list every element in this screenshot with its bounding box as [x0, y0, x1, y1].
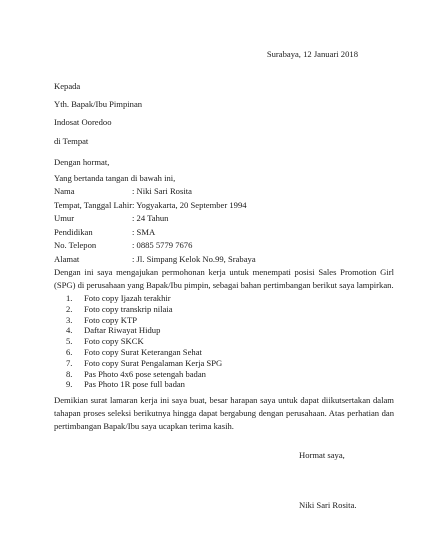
closing-paragraph: Demikian surat lamaran kerja ini saya buat, besar harapan saya untuk dapat diikutsertakan dalam tahapan proses seleksi berikutnya hingga dapat bergabung dengan perusahaan. Atas perhatian dan pertimbangan Bapak/Ibu saya ucapkan terima kasih.: [54, 395, 394, 431]
identity-label: Umur: [54, 213, 75, 223]
identity-value: : SMA: [132, 226, 156, 237]
list-item: [66, 379, 222, 390]
recipient-company: Indosat Ooredoo: [54, 117, 112, 127]
identity-label: Pendidikan: [54, 226, 93, 237]
identity-value: : 0885 5779 7676: [132, 240, 193, 250]
list-item-number: 6.: [66, 346, 73, 357]
list-item: [66, 347, 222, 358]
identity-row: [54, 227, 394, 241]
recipient-place: di Tempat: [54, 136, 89, 146]
list-item-text: Foto copy transkrip nilaia: [84, 303, 173, 314]
list-item-number: 9.: [66, 379, 73, 390]
list-item-text: Foto copy SKCK: [84, 336, 144, 347]
identity-value: : Jl. Simpang Kelok No.99, Srabaya: [132, 253, 256, 264]
list-item: [66, 369, 222, 380]
list-item-number: 4.: [66, 325, 73, 336]
list-item-text: Foto copy Ijazah terakhir: [84, 293, 171, 303]
closing-salutation: Hormat saya,: [299, 450, 345, 460]
recipient-to: Yth. Bapak/Ibu Pimpinan: [54, 99, 143, 109]
identity-row: [54, 240, 394, 254]
attachments-list: [66, 293, 222, 390]
identity-row: [54, 186, 394, 200]
identity-value: : 24 Tahun: [132, 213, 169, 223]
list-item-number: 2.: [66, 303, 73, 314]
list-item-number: 8.: [66, 368, 73, 379]
list-item-number: 5.: [66, 336, 73, 347]
list-item-text: Pas Photo 4x6 pose setengah badan: [84, 368, 206, 379]
identity-label: Nama: [54, 186, 75, 196]
list-item-text: Daftar Riwayat Hidup: [84, 325, 161, 336]
list-item-text: Pas Photo 1R pose full badan: [84, 379, 185, 390]
identity-label: Alamat: [54, 253, 80, 264]
list-item: [66, 315, 222, 326]
list-item: [66, 358, 222, 369]
list-item-number: 7.: [66, 357, 73, 368]
intro-line: Yang bertanda tangan di bawah ini,: [54, 173, 176, 183]
list-item-text: Foto copy Surat Keterangan Sehat: [84, 346, 202, 357]
recipient-kepada: Kepada: [54, 81, 81, 91]
identity-value: : Yogyakarta, 20 September 1994: [132, 199, 247, 210]
list-item-number: 3.: [66, 314, 73, 325]
identity-row: [54, 200, 394, 214]
identity-label: No. Telepon: [54, 240, 97, 250]
list-item-text: Foto copy Surat Pengalaman Kerja SPG: [84, 357, 223, 368]
date-line: Surabaya, 12 Januari 2018: [266, 49, 358, 59]
identity-value: : Niki Sari Rosita: [132, 186, 192, 196]
list-item-number: 1.: [66, 293, 73, 303]
list-item-text: Foto copy KTP: [84, 314, 137, 325]
identity-table: [54, 186, 394, 267]
identity-label: Tempat, Tanggal Lahir: [54, 199, 133, 210]
signature-name: Niki Sari Rosita.: [299, 500, 357, 510]
greeting: Dengan hormat,: [54, 157, 110, 167]
application-paragraph: Dengan ini saya mengajukan permohonan kerja untuk menempati posisi Sales Promotion Girl (SPG) di perusahaan yang Bapak/Ibu pimpin, sebagai bahan pertimbangan berikut saya lampirkan.: [54, 267, 394, 290]
list-item: [66, 325, 222, 336]
list-item: [66, 304, 222, 315]
list-item: [66, 336, 222, 347]
identity-row: [54, 254, 394, 268]
identity-row: [54, 213, 394, 227]
list-item: [66, 293, 222, 304]
